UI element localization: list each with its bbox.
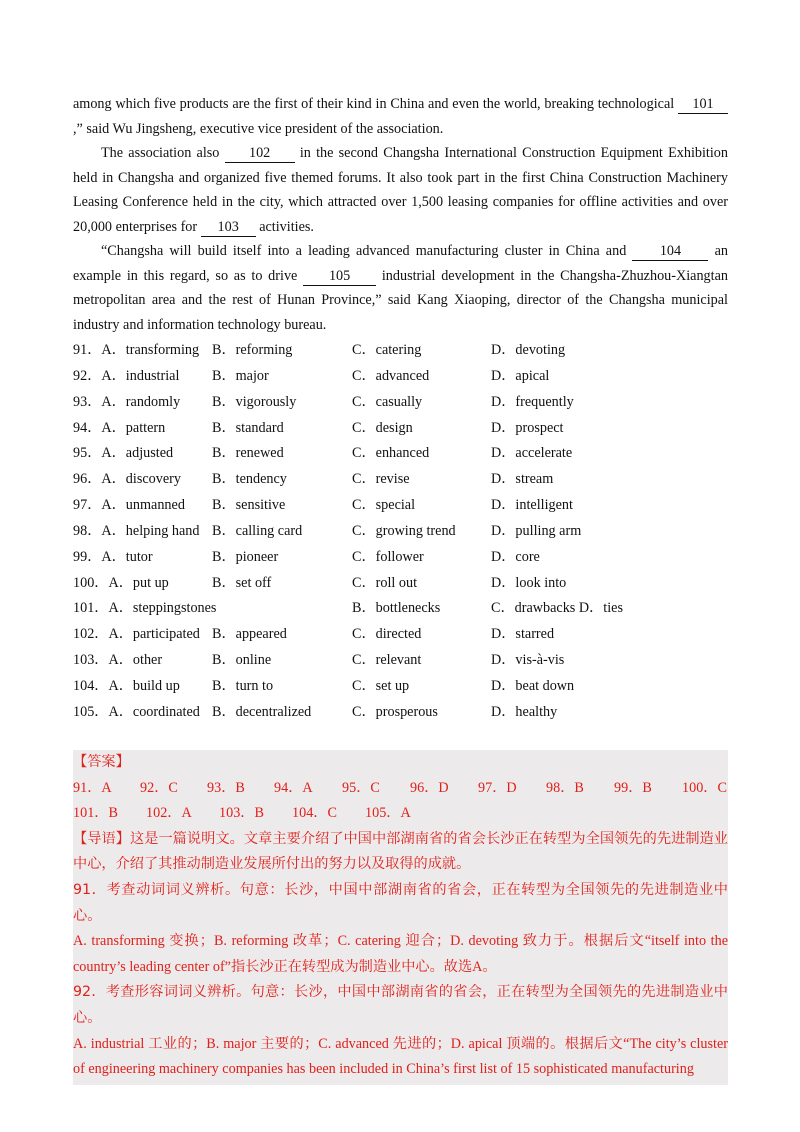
option-b: B．bottlenecks: [352, 600, 441, 617]
passage-text: “Changsha will build itself into a leading advanced manufacturing cluster in China and: [101, 243, 633, 259]
option-b: B．pioneer: [212, 548, 279, 565]
option-b: B．reforming: [212, 342, 293, 358]
passage-text: an example in this regard, so as to drive: [73, 243, 728, 284]
option-c: C．casually: [352, 393, 423, 410]
passage-text: among which five products are the first of their kind in China and even the world, breaking technological: [73, 96, 678, 112]
option-d: D．vis-à-vis: [491, 652, 565, 669]
option-c: C．advanced: [352, 367, 430, 384]
option-b: B．online: [212, 652, 272, 669]
option-c: C．set up: [352, 677, 410, 694]
option-d: D．intelligent: [491, 497, 573, 514]
answer-key: 94．A: [274, 779, 313, 796]
answer-key: 102．A: [146, 805, 192, 822]
question-row: [73, 622, 728, 648]
paragraph-3: [73, 239, 728, 337]
question-row: [73, 596, 728, 622]
explanation-92: 92．考查形容词词义辨析。句意：长沙，中国中部湖南省的省会，正在转型为全国领先的先进制造业中心。: [73, 984, 728, 1026]
explanation-92-options: A. industrial 工业的；B. major 主要的；C. advanced 先进的；D. apical 顶端的。根据后文“The city’s cluster of engineering machinery companies has been included in China’s first list of 15 sophisticated manufacturing: [73, 1035, 728, 1078]
option-a: 102．A．participated: [73, 626, 200, 643]
question-row: [73, 364, 728, 390]
answer-key: 98．B: [546, 779, 584, 796]
explanation-91: 91．考查动词词义辨析。句意：长沙，中国中部湖南省的省会，正在转型为全国领先的先进制造业中心。: [73, 881, 728, 924]
option-c: C．directed: [352, 626, 422, 643]
option-a: 98．A．helping hand: [73, 522, 200, 539]
passage-text: activities.: [255, 218, 314, 235]
answer-key: 93．B: [207, 779, 245, 796]
option-a: 101．A．steppingstones: [73, 600, 217, 617]
answer-key: 92．C: [140, 779, 178, 796]
option-b: B．vigorously: [212, 393, 297, 410]
guide-text: 【导语】这是一篇说明文。文章主要介绍了中国中部湖南省的省会长沙正在转型为全国领先的先进制造业中心，介绍了其推动制造业发展所付出的努力以及取得的成就。: [73, 830, 728, 873]
option-c-d: C．drawbacks D．ties: [491, 600, 623, 617]
option-b: B．decentralized: [212, 703, 312, 720]
passage: [73, 92, 728, 726]
option-d: D．stream: [491, 471, 554, 488]
option-a: 104．A．build up: [73, 677, 180, 694]
question-row: [73, 338, 728, 364]
option-a: 91．A．transforming: [73, 342, 200, 358]
option-d: D．apical: [491, 367, 550, 384]
option-b: B．sensitive: [212, 497, 286, 514]
option-b: B．major: [212, 367, 269, 384]
option-b: B．turn to: [212, 677, 274, 694]
answer-key: 105．A: [365, 805, 411, 822]
option-d: D．beat down: [491, 677, 575, 694]
option-d: D．devoting: [491, 342, 566, 358]
option-d: D．frequently: [491, 393, 574, 410]
answer-key: 99．B: [614, 779, 652, 796]
passage-text: in the second Changsha International Construction Equipment Exhibition held in Changsha and organized five themed forums. It also took part in the first China Construction Machinery Leasing Conference held in the city, which attracted over 1,500 leasing companies for offline activities and over 20,000 enterprises for: [73, 145, 728, 235]
blank-104: 104: [632, 243, 708, 261]
question-row: [73, 519, 728, 545]
option-c: C．relevant: [352, 652, 422, 669]
blank-101: 101: [678, 96, 728, 114]
paragraph-1: [73, 92, 728, 141]
option-d: D．prospect: [491, 419, 564, 436]
passage-text: The association also: [101, 145, 225, 161]
option-b: B．set off: [212, 574, 272, 591]
option-b: B．calling card: [212, 522, 303, 539]
option-a: 99．A．tutor: [73, 548, 153, 565]
answer-key: 100．C: [682, 779, 727, 796]
paragraph-2: [73, 141, 728, 239]
answer-key: 97．D: [478, 779, 517, 796]
blank-103: 103: [201, 219, 256, 237]
option-c: C．roll out: [352, 574, 418, 591]
answer-heading: 【答案】: [73, 754, 130, 770]
option-d: D．look into: [491, 574, 567, 591]
option-b: B．standard: [212, 419, 284, 436]
option-a: 103．A．other: [73, 652, 163, 669]
answer-keys-row-1: [73, 776, 728, 802]
option-a: 93．A．randomly: [73, 393, 181, 410]
question-row: [73, 674, 728, 700]
question-row: [73, 390, 728, 416]
explanation-91-options: A. transforming 变换；B. reforming 改革；C. catering 迎合；D. devoting 致力于。根据后文“itself into the country’s leading center of”指长沙正在转型成为制造业中心。故选A。: [73, 933, 728, 975]
option-a: 97．A．unmanned: [73, 497, 185, 514]
option-c: C．special: [352, 497, 416, 514]
question-row: [73, 648, 728, 674]
option-d: D．pulling arm: [491, 522, 582, 539]
option-c: C．follower: [352, 548, 424, 565]
option-a: 95．A．adjusted: [73, 445, 174, 462]
option-d: D．core: [491, 548, 540, 565]
option-d: D．starred: [491, 626, 555, 643]
option-d: D．healthy: [491, 703, 558, 720]
answer-key: 104．C: [292, 805, 337, 822]
question-row: [73, 467, 728, 493]
option-c: C．growing trend: [352, 522, 456, 539]
passage-text: ,” said Wu Jingsheng, executive vice president of the association.: [73, 120, 444, 137]
question-row: [73, 493, 728, 519]
option-c: C．catering: [352, 342, 422, 358]
option-b: B．tendency: [212, 471, 287, 488]
answer-key: 95．C: [342, 779, 380, 796]
blank-105: 105: [303, 268, 376, 286]
option-a: 96．A．discovery: [73, 471, 181, 488]
option-b: B．appeared: [212, 626, 287, 643]
option-d: D．accelerate: [491, 445, 573, 462]
option-b: B．renewed: [212, 445, 284, 462]
option-a: 92．A．industrial: [73, 367, 180, 384]
option-c: C．enhanced: [352, 445, 430, 462]
answer-section: [73, 750, 728, 1085]
option-c: C．design: [352, 419, 413, 436]
answer-key: 103．B: [219, 805, 264, 822]
answer-key: 96．D: [410, 779, 449, 796]
question-list: [73, 338, 728, 726]
blank-102: 102: [225, 145, 295, 163]
question-row: [73, 700, 728, 726]
option-a: 105．A．coordinated: [73, 703, 200, 720]
option-c: C．revise: [352, 471, 410, 488]
question-row: [73, 571, 728, 597]
answer-key: 91．A: [73, 779, 112, 796]
passage-text: industrial development in the Changsha-Zhuzhou-Xiangtan metropolitan area and the rest of Hunan Province,” said Kang Xiaoping, director of the Changsha municipal industry and information technology bureau.: [73, 267, 728, 333]
answer-keys-row-2: [73, 801, 728, 827]
answer-key: 101．B: [73, 805, 118, 822]
question-row: [73, 416, 728, 442]
option-c: C．prosperous: [352, 703, 438, 720]
question-row: [73, 545, 728, 571]
option-a: 100．A．put up: [73, 574, 169, 591]
option-a: 94．A．pattern: [73, 419, 166, 436]
question-row: [73, 441, 728, 467]
